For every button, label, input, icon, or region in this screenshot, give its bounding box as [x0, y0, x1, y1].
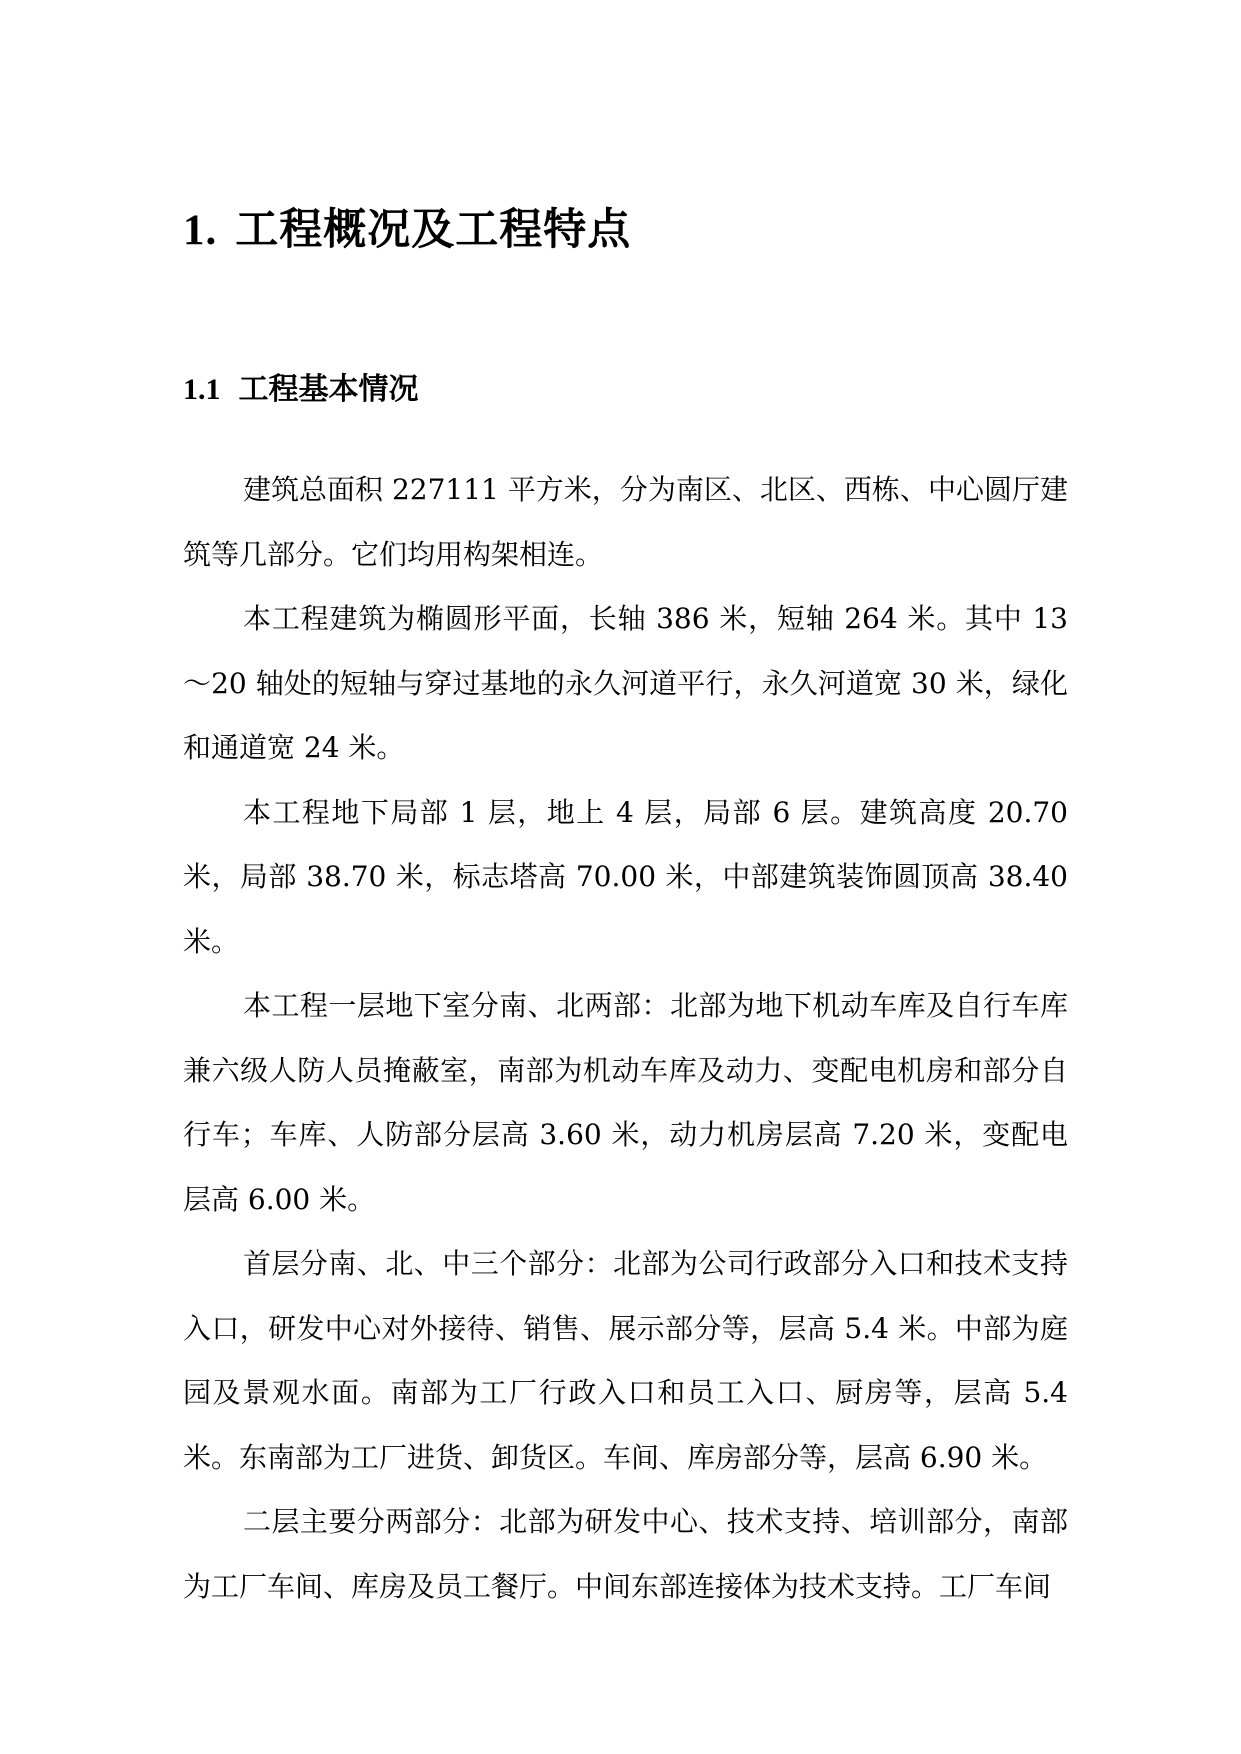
paragraph-ground-floor: 首层分南、北、中三个部分：北部为公司行政部分入口和技术支持入口，研发中心对外接待、销售、展示部分等，层高 5.4 米。中部为庭园及景观水面。南部为工厂行政入口和员工入口、厨房等，层高 5.4 米。东南部为工厂进货、卸货区。车间、库房部分等，层高 6.90 米。	[183, 1247, 1068, 1474]
section-heading	[183, 368, 419, 412]
section-number: 1.1	[183, 373, 221, 406]
section-title: 工程基本情况	[238, 372, 419, 407]
chapter-heading	[183, 198, 631, 263]
chapter-title: 工程概况及工程特点	[235, 205, 632, 255]
paragraph-floors: 本工程地下局部 1 层，地上 4 层，局部 6 层。建筑高度 20.70 米，局部 38.70 米，标志塔高 70.00 米，中部建筑装饰圆顶高 38.40 米。	[183, 795, 1068, 958]
section-body	[183, 458, 1068, 1619]
paragraph-second-floor: 二层主要分两部分：北部为研发中心、技术支持、培训部分，南部为工厂车间、库房及员工餐厅。中间东部连接体为技术支持。工厂车间	[183, 1505, 1068, 1603]
paragraph-basement: 本工程一层地下室分南、北两部：北部为地下机动车库及自行车库兼六级人防人员掩蔽室，南部为机动车库及动力、变配电机房和部分自行车；车库、人防部分层高 3.60 米，动力机房层高 7.20 米，变配电层高 6.00 米。	[183, 989, 1068, 1216]
chapter-number: 1.	[183, 207, 218, 254]
paragraph-plan: 本工程建筑为椭圆形平面，长轴 386 米，短轴 264 米。其中 13～20 轴处的短轴与穿过基地的永久河道平行，永久河道宽 30 米，绿化和通道宽 24 米。	[183, 602, 1068, 764]
paragraph-area: 建筑总面积 227111 平方米，分为南区、北区、西栋、中心圆厅建筑等几部分。它们均用构架相连。	[183, 473, 1068, 571]
